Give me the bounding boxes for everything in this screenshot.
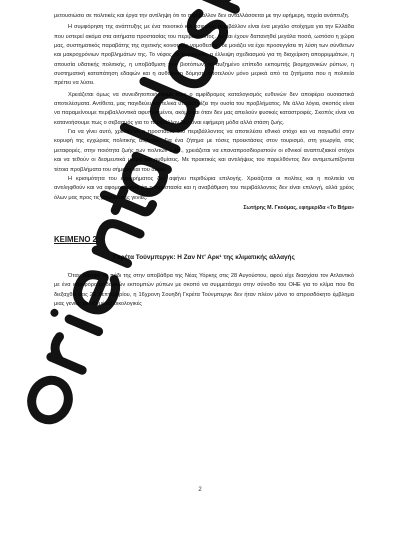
paragraph-3: Χρειάζεται όμως να συνειδητοποιήσουμε πως ο αμφίδρομος καταλογισμός ευθυνών δεν αποφέρει ουσιαστικά αποτελέσματα. Αντίθετα, μας παγιδεύει και τελικά υποβαθμίζει την ουσία του προβλήματος. Με άλλα λόγια, σκοπός είναι να παραμείνουμε περιβαλλοντικά αφυπνισμένοι, ακόμα και όταν δεν μας απειλούν φυσικές καταστροφές. Σκοπός είναι να κατανοήσουμε πως ο σεβασμός για το περιβάλλον δεν είναι εφήμερη μόδα αλλά στάση ζωής.: [54, 91, 354, 126]
paragraph-2: Η συμφόρηση της ανάπτυξης με ένα ποιοτικό και ασφαλές περιβάλλον είναι ένα μεγάλο στοίχημα για την Ελλάδα που υστερεί ακόμα στα αιτήματα προστασίας του περιβάλλοντος. Αν και έχουν δαπανηθεί μεγάλα ποσά, ωστόσο η χώρα μας, συστηματικός παραβάτης της σχετικής κοινοτικής νομοθεσίας, δε μοιάζει να έχει προσεγγίσει τη λύση των σύνθετων και μακροχρόνιων προβλημάτων της. Το νέφος, οι πυρκαγιές, η έλλειψη σχεδιασμού για τη διαχείριση απορριμμάτων, η απουσία υδατικής πολιτικής, η υποβάθμιση των βιοτόπων, το αυξημένο επίπεδο εκπομπής βιομηχανικών ρύπων, η συστηματική καταπάτηση εδαφών και η αυθαίρετη δόμηση αποτελούν μόνο μερικά από τα ζητήματα που η πολιτεία πρέπει να λύσει.: [54, 24, 354, 87]
paragraph-4: Για να γίνει αυτό, χρειάζεται η προστασία του περιβάλλοντος να αποτελέσει εθνικό στόχο και να παγιωθεί στην κορυφή της εγχώριας πολιτικής ατζέντας. Για ένα ζήτημα με τόσες προεκτάσεις στον τουρισμό, στη γεωργία, στις μεταφορές, στην ποιότητα ζωής των πολιτών κ.λπ., χρειάζεται να επαναπροσδιοριστούν οι εθνικοί αναπτυξιακοί στόχοι και να τεθούν οι δεσμευτικά μέτρα και ρυθμίσεις. Με πρακτικές και αντιλήψεις του παρελθόντος δεν αντιμετωπίζονται τέτοια προβλήματα του σήμερα και του αύριο.: [54, 129, 354, 173]
page-content: [54, 12, 354, 309]
section-heading: ΚΕΙΜΕΝΟ 2: [54, 235, 97, 245]
paragraph-1: μετουσιώσει σε πολιτικές και έργα την αντίληψη ότι το περιβάλλον δεν ανταλλάσσεται με την εφήμερη, ταχεία ανάπτυξη.: [54, 13, 350, 19]
paragraph-6: Όταν πάτησε το πόδι της στην αποβάθρα της Νέας Υόρκης στις 28 Αυγούστου, αφού είχε διασχίσει τον Ατλαντικό με ένα ιστιοφόρο μηδενικών εκπομπών ρύπων με σκοπό να συμμετάσχει στην σύνοδο του ΟΗΕ για το κλίμα που θα διεξαχθεί στις 23 Σεπτεμβρίου, η 16χρονη Σουηδή Γκρέτα Τούνμπεργκ δεν ήταν πλέον μόνο το απροσδόκητο έμβλημα μιας γενιάς με οξυμένες οικολογικές: [54, 272, 354, 307]
page-number: 2: [198, 487, 202, 493]
article-source: Σωτήρης Μ. Γκούμας, εφημερίδα «Το Βήμα»: [243, 204, 354, 211]
article-title: Γκρέτα Τούνμπεργκ: Η Ζαν Ντ' Αρκ¹ της κλιματικής αλλαγής: [113, 253, 295, 261]
paragraph-5: Η κρισιμότητα του εγχειρήματος δεν αφήνει περιθώρια επιλογής. Χρειάζεται οι πολίτες και η πολιτεία να αντιληφθούν και να αφομοιώσουν ότι η προστασία και η αναβάθμιση του περιβάλλοντος δεν είναι επιλογή, αλλά χρέος όλων μας προς τις μελλοντικές γενιές.: [54, 175, 354, 201]
